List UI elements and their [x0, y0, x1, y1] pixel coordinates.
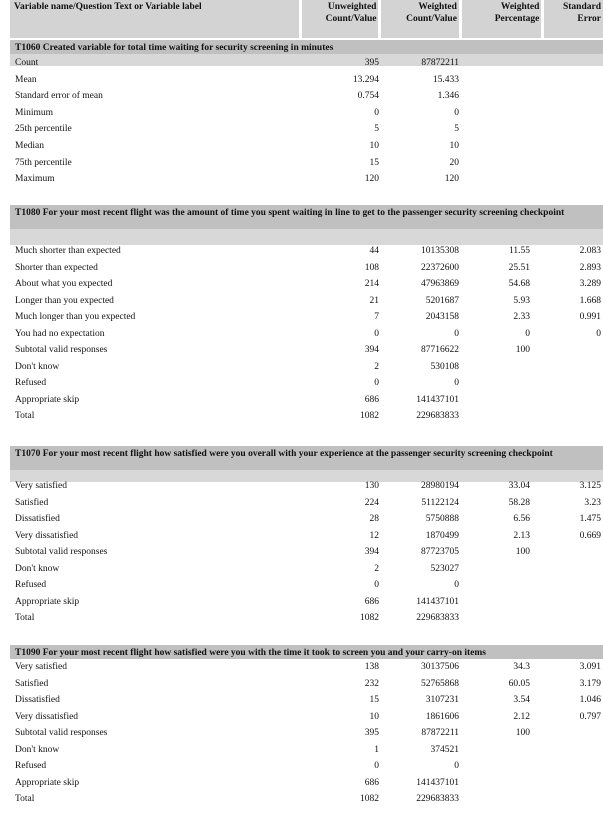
weighted-percentage: 2.33: [513, 312, 530, 322]
table-row: [10, 547, 603, 563]
table-header: [10, 0, 603, 38]
section-band: [10, 229, 603, 245]
unweighted-value: 12: [369, 530, 379, 541]
table-row: [10, 296, 603, 312]
row-label: Total: [15, 794, 35, 804]
header-weighted-pct-line2: Percentage: [494, 14, 540, 24]
unweighted-value: 686: [364, 394, 379, 405]
weighted-percentage: 60.05: [508, 678, 530, 689]
table-row: [10, 378, 603, 394]
row-label: Total: [15, 613, 35, 623]
unweighted-value: 1082: [360, 411, 379, 421]
row-label: Dissatisfied: [15, 514, 60, 524]
unweighted-value: 5: [374, 124, 379, 135]
weighted-value: 374521: [430, 744, 459, 755]
header-se-line2: Error: [577, 14, 601, 24]
row-label: Median: [15, 141, 45, 151]
weighted-percentage: 2.13: [513, 530, 530, 541]
weighted-percentage: 11.55: [508, 246, 530, 256]
unweighted-value: 0: [374, 328, 379, 339]
weighted-value: 30137506: [421, 662, 459, 672]
unweighted-value: 108: [364, 262, 379, 273]
row-label: Very satisfied: [15, 662, 67, 672]
weighted-value: 0: [454, 328, 459, 339]
weighted-value: 229683833: [416, 613, 459, 623]
unweighted-value: 232: [364, 678, 379, 689]
row-label: Appropriate skip: [15, 777, 80, 788]
weighted-percentage: 54.68: [508, 279, 530, 289]
weighted-value: 5750888: [425, 514, 459, 524]
table-row: [10, 263, 603, 279]
header-unweighted-line2: Count/Value: [325, 14, 377, 24]
table-row: [10, 395, 603, 411]
unweighted-value: 0: [374, 761, 379, 771]
standard-error: 2.893: [579, 262, 601, 273]
weighted-value: 47963869: [421, 279, 459, 289]
table-row: [10, 745, 603, 761]
row-label: Very satisfied: [15, 481, 67, 491]
unweighted-value: 10: [369, 141, 379, 151]
table-row: [10, 613, 603, 629]
weighted-value: 0: [454, 107, 459, 118]
weighted-percentage: 58.28: [508, 497, 530, 508]
table-row: [10, 728, 603, 744]
unweighted-value: 395: [364, 728, 379, 738]
weighted-value: 22372600: [421, 262, 459, 273]
unweighted-value: 120: [364, 174, 379, 185]
row-label: Very dissatisfied: [15, 711, 79, 722]
row-label: Total: [15, 411, 35, 421]
row-label: Count: [15, 58, 39, 68]
weighted-value: 120: [444, 174, 459, 185]
standard-error: 3.289: [579, 279, 601, 289]
table-row: [10, 312, 603, 328]
standard-error: 3.179: [579, 678, 601, 689]
table-row: [10, 498, 603, 514]
unweighted-value: 224: [364, 497, 379, 508]
frequency-table: [10, 0, 603, 804]
weighted-value: 3107231: [425, 695, 459, 705]
weighted-value: 0: [454, 378, 459, 388]
header-weighted-pct: [462, 0, 541, 38]
row-label: You had no expectation: [15, 328, 105, 339]
standard-error: 0: [596, 328, 601, 339]
unweighted-value: 686: [364, 777, 379, 788]
standard-error: 0.991: [579, 312, 601, 322]
unweighted-value: 7: [374, 312, 379, 322]
section-title: T1090 For your most recent flight how satisfied were you with the time it took to screen you and your carry-on items: [10, 645, 603, 659]
table-row: [10, 362, 603, 378]
unweighted-value: 44: [369, 246, 379, 256]
unweighted-value: 10: [369, 711, 379, 722]
header-se-line1: Standard: [562, 2, 601, 12]
weighted-value: 15.433: [432, 74, 459, 85]
table-row: [10, 75, 603, 91]
weighted-value: 87716622: [421, 345, 459, 355]
weighted-value: 10: [449, 141, 459, 151]
table-row: [10, 279, 603, 295]
row-label: Appropriate skip: [15, 596, 80, 607]
weighted-value: 0: [454, 761, 459, 771]
unweighted-value: 1: [374, 744, 379, 755]
weighted-value: 1.346: [437, 91, 459, 102]
standard-error: 2.083: [579, 246, 601, 256]
table-row: [10, 174, 603, 190]
weighted-value: 141437101: [416, 394, 459, 405]
section-3: [10, 446, 603, 482]
unweighted-value: 13.294: [352, 74, 379, 85]
weighted-value: 20: [449, 157, 459, 168]
table-row: [10, 124, 603, 140]
weighted-value: 28980194: [421, 481, 459, 491]
unweighted-value: 395: [364, 58, 379, 68]
row-label: Satisfied: [15, 497, 49, 508]
weighted-percentage: 34.3: [513, 662, 530, 672]
header-weighted: [381, 0, 458, 38]
row-label: 75th percentile: [15, 157, 72, 168]
weighted-value: 141437101: [416, 777, 459, 788]
row-label: 25th percentile: [15, 124, 72, 135]
row-label: Don't know: [15, 744, 60, 755]
table-row: [10, 141, 603, 157]
row-label: Satisfied: [15, 678, 49, 689]
standard-error: 3.091: [579, 662, 601, 672]
unweighted-value: 394: [364, 547, 379, 557]
unweighted-value: 28: [369, 514, 379, 524]
table-row: [10, 564, 603, 580]
table-row: [10, 761, 603, 777]
weighted-value: 2043158: [425, 312, 459, 322]
row-label: Standard error of mean: [15, 91, 103, 102]
table-row: [10, 345, 603, 361]
weighted-value: 141437101: [416, 596, 459, 607]
table-row: [10, 778, 603, 794]
row-label: Much longer than you expected: [15, 312, 136, 322]
table-row: [10, 246, 603, 262]
weighted-value: 87723705: [421, 547, 459, 557]
unweighted-value: 2: [374, 563, 379, 574]
header-unweighted-line1: Unweighted: [327, 2, 377, 12]
header-weighted-line1: Weighted: [418, 2, 457, 12]
unweighted-value: 0: [374, 378, 379, 388]
unweighted-value: 1082: [360, 613, 379, 623]
section-title: T1070 For your most recent flight how satisfied were you overall with your experience at the passenger security screening checkpoint: [10, 446, 603, 470]
weighted-percentage: 2.12: [513, 711, 530, 722]
section-2: [10, 205, 603, 245]
weighted-percentage: 3.54: [513, 695, 530, 705]
row-label: About what you expected: [15, 279, 113, 289]
table-row: [10, 712, 603, 728]
row-label: Shorter than expected: [15, 262, 98, 273]
weighted-percentage: 0: [525, 328, 530, 339]
weighted-value: 87872211: [421, 58, 459, 68]
weighted-percentage: 100: [515, 547, 530, 557]
row-label: Appropriate skip: [15, 394, 80, 405]
table-row: [10, 580, 603, 596]
unweighted-value: 394: [364, 345, 379, 355]
weighted-percentage: 33.04: [508, 481, 530, 491]
row-label: Subtotal valid responses: [15, 547, 108, 557]
table-row: [10, 329, 603, 345]
header-weighted-line2: Count/Value: [406, 14, 457, 24]
unweighted-value: 1082: [360, 794, 379, 804]
row-label: Very dissatisfied: [15, 530, 79, 541]
unweighted-value: 130: [364, 481, 379, 491]
weighted-value: 530108: [430, 361, 459, 372]
standard-error: 3.125: [579, 481, 601, 491]
table-row: [10, 158, 603, 174]
row-label: Maximum: [15, 174, 55, 185]
weighted-value: 51122124: [421, 497, 459, 508]
row-label: Don't know: [15, 563, 60, 574]
weighted-percentage: 100: [515, 345, 530, 355]
header-standard-error: [544, 0, 603, 38]
unweighted-value: 686: [364, 596, 379, 607]
unweighted-value: 0.754: [357, 91, 379, 102]
row-label: Refused: [15, 378, 47, 388]
table-row: [10, 695, 603, 711]
table-row: [10, 58, 603, 74]
table-row: [10, 91, 603, 107]
weighted-percentage: 100: [515, 728, 530, 738]
standard-error: 1.046: [579, 695, 601, 705]
table-row: [10, 514, 603, 530]
table-row: [10, 411, 603, 427]
standard-error: 3.23: [584, 497, 601, 508]
header-unweighted: [302, 0, 378, 38]
header-weighted-pct-line1: Weighted: [500, 2, 540, 12]
table-row: [10, 662, 603, 678]
unweighted-value: 0: [374, 580, 379, 590]
weighted-value: 52765868: [421, 678, 459, 689]
row-label: Mean: [15, 74, 37, 85]
weighted-percentage: 6.56: [513, 514, 530, 524]
section-4: [10, 645, 603, 659]
row-label: Longer than you expected: [15, 295, 114, 306]
row-label: Subtotal valid responses: [15, 345, 108, 355]
weighted-value: 87872211: [421, 728, 459, 738]
row-label: Much shorter than expected: [15, 246, 121, 256]
row-label: Refused: [15, 580, 47, 590]
unweighted-value: 0: [374, 107, 379, 118]
unweighted-value: 214: [364, 279, 379, 289]
weighted-percentage: 25.51: [508, 262, 530, 273]
weighted-value: 5201687: [425, 295, 459, 306]
row-label: Dissatisfied: [15, 695, 60, 705]
table-row: [10, 597, 603, 613]
section-title: T1080 For your most recent flight was the amount of time you spent waiting in line to get to the passenger security screening checkpoint: [10, 205, 603, 229]
row-label: Minimum: [15, 107, 54, 118]
standard-error: 1.475: [579, 514, 601, 524]
row-label: Don't know: [15, 361, 60, 372]
standard-error: 1.668: [579, 295, 601, 306]
section-title: T1060 Created variable for total time waiting for security screening in minutes: [10, 40, 603, 54]
unweighted-value: 21: [369, 295, 379, 306]
row-label: Subtotal valid responses: [15, 728, 108, 738]
header-variable: Variable name/Question Text or Variable label: [10, 0, 299, 38]
table-row: [10, 108, 603, 124]
table-row: [10, 481, 603, 497]
weighted-value: 229683833: [416, 411, 459, 421]
unweighted-value: 15: [369, 695, 379, 705]
standard-error: 0.797: [579, 711, 601, 722]
weighted-value: 1861606: [425, 711, 459, 722]
weighted-value: 1870499: [425, 530, 459, 541]
weighted-value: 5: [454, 124, 459, 135]
weighted-value: 10135308: [421, 246, 459, 256]
unweighted-value: 2: [374, 361, 379, 372]
table-row: [10, 679, 603, 695]
unweighted-value: 15: [369, 157, 379, 168]
weighted-percentage: 5.93: [513, 295, 530, 306]
unweighted-value: 138: [364, 662, 379, 672]
table-row: [10, 794, 603, 810]
weighted-value: 229683833: [416, 794, 459, 804]
weighted-value: 523027: [430, 563, 459, 574]
standard-error: 0.669: [579, 530, 601, 541]
table-row: [10, 531, 603, 547]
row-label: Refused: [15, 761, 47, 771]
weighted-value: 0: [454, 580, 459, 590]
